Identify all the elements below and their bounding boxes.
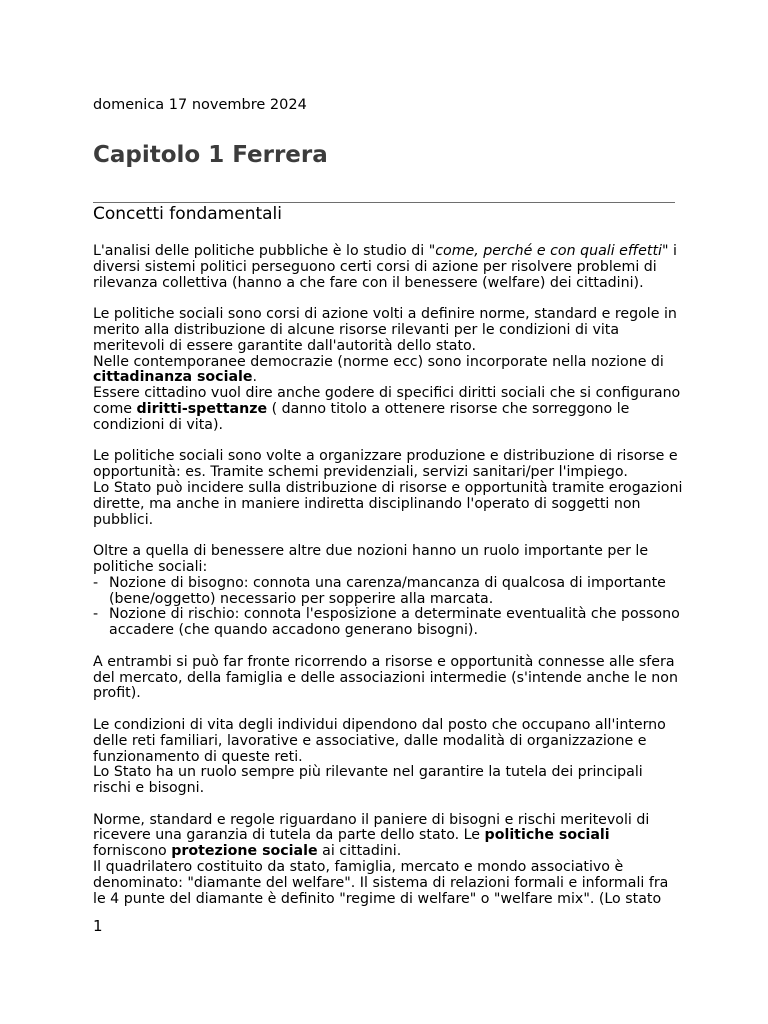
paragraph-6b: Lo Stato ha un ruolo sempre più rilevante nel garantire la tutela dei principali rischi e bisogni. xyxy=(93,764,643,797)
list-dash: - xyxy=(93,574,99,591)
p7-text-c: forniscono xyxy=(93,843,172,860)
list-dash: - xyxy=(93,606,99,623)
p2-line-1: Le politiche sociali sono corsi di azione volti a definire norme, standard e regole in merito alla distribuzione di alcune risorse rilevanti per le condizioni di vita meritevoli di essere garantite dall'autorità dello stato. xyxy=(93,306,677,354)
list-item-text: Nozione di bisogno: connota una carenza/mancanza di qualcosa di importante (bene/oggetto) necessario per sopperire alla marcata. xyxy=(109,574,666,607)
date-line: domenica 17 novembre 2024 xyxy=(93,97,307,113)
document-body xyxy=(93,244,683,907)
chapter-title: Capitolo 1 Ferrera xyxy=(93,142,328,168)
p7-text-d: ai cittadini. xyxy=(317,843,402,860)
p2-bold-cittadinanza: cittadinanza sociale xyxy=(93,369,253,386)
paragraph-2c xyxy=(93,386,683,433)
paragraph-4-intro: Oltre a quella di benessere altre due nozioni hanno un ruolo importante per le politiche sociali: xyxy=(93,543,649,575)
paragraph-7 xyxy=(93,813,683,860)
paragraph-5: A entrambi si può far fronte ricorrendo a risorse e opportunità connesse alle sfera del mercato, della famiglia e delle associazioni intermedie (s'intende anche le non profit). xyxy=(93,653,678,702)
p1-text-a: L'analisi delle politiche pubbliche è lo studio di " xyxy=(93,243,436,259)
p2-line-2: Nelle contemporanee democrazie (norme ecc) sono incorporate nella nozione di xyxy=(93,353,664,370)
section-heading: Concetti fondamentali xyxy=(93,204,283,224)
p1-emphasis: come, perché e con quali effetti xyxy=(435,243,662,259)
p2-line-2-end: . xyxy=(252,369,258,386)
paragraph-7b: Il quadrilatero costituito da stato, famiglia, mercato e mondo associativo è denominato: "diamante del welfare". Il sistema di relazioni formali e informali fra le 4 punte del diamante è definito "regime di welfare" o "welfare mix". (Lo stato xyxy=(93,859,669,907)
paragraph-6: Le condizioni di vita degli individui dipendono dal posto che occupano all'interno delle reti familiari, lavorative e associative, dalle modalità di organizzazione e funzionamento di queste reti. xyxy=(93,716,666,765)
list-item xyxy=(93,576,683,608)
paragraph-3b: Lo Stato può incidere sulla distribuzione di risorse e opportunità tramite erogazioni dirette, ma anche in maniere indiretta disciplinando l'operato di soggetti non pubblici. xyxy=(93,479,683,528)
p2-line-3: Essere cittadino vuol dire anche godere di specifici diritti sociali che si configurano come xyxy=(93,385,681,417)
paragraph-3: Le politiche sociali sono volte a organizzare produzione e distribuzione di risorse e opportunità: es. Tramite schemi previdenziali, servizi sanitari/per l'impiego. xyxy=(93,448,678,481)
p2-bold-diritti: diritti-spettanze xyxy=(136,400,268,417)
p2-line-3-end: ( danno titolo a ottenere risorse che sorreggono le condizioni di vita). xyxy=(93,400,630,433)
p7-text-a: Norme, standard e regole riguardano il paniere di bisogni e rischi meritevoli di ricevere una garanzia di tutela da parte dello stato. Le xyxy=(93,811,650,844)
p7-bold-protezione: protezione sociale xyxy=(171,843,318,860)
p7-bold-politiche: politiche sociali xyxy=(484,827,610,844)
paragraph-2b xyxy=(93,355,683,387)
paragraph-2 xyxy=(93,307,683,354)
list-item-text: Nozione di rischio: connota l'esposizione a determinate eventualità che possono accadere (che quando accadono generano bisogni). xyxy=(109,606,680,639)
page-number: 1 xyxy=(93,917,103,935)
paragraph-1 xyxy=(93,244,683,291)
p1-text-b: " i diversi sistemi politici perseguono certi corsi di azione per risolvere problemi di rilevanza collettiva (hanno a che fare con il benessere (welfare) dei cittadini). xyxy=(93,243,677,291)
list-item xyxy=(93,607,683,639)
